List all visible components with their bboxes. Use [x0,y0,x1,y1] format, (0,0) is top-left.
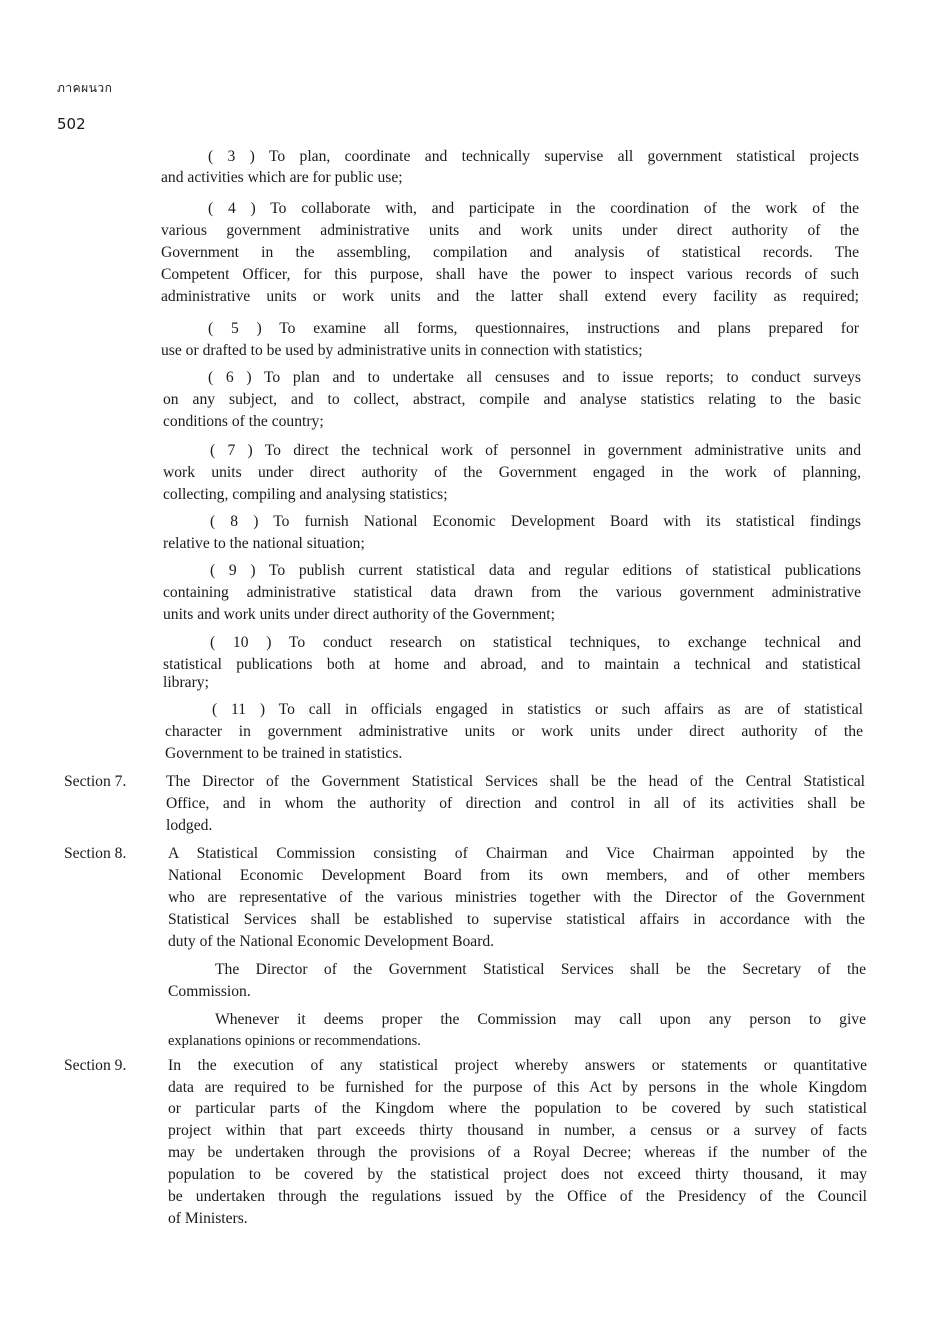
item-line: on any subject, and to collect, abstract, compile and analyse statistics relating to the basic [163,391,861,408]
section-line: Whenever it deems proper the Commission may call upon any person to give [215,1011,866,1028]
item-line: ( 11 ) To call in officials engaged in statistics or such affairs as are of statistical [212,701,863,718]
section-label: Section 8. [64,845,127,862]
running-header: ภาคผนวก [57,81,113,95]
item-line: Government to be trained in statistics. [165,745,403,762]
item-line: ( 4 ) To collaborate with, and participate in the coordination of the work of the [208,200,859,217]
item-line: ( 8 ) To furnish National Economic Development Board with its statistical findings [210,513,861,530]
item-line: ( 5 ) To examine all forms, questionnaires, instructions and plans prepared for [208,320,859,337]
item-line: character in government administrative units or work units under direct authority of the [165,723,863,740]
section-line: Commission. [168,983,251,1000]
section-line: Statistical Services shall be established to supervise statistical affairs in accordance with the [168,911,865,928]
section-line: A Statistical Commission consisting of Chairman and Vice Chairman appointed by the [168,845,865,862]
item-line: ( 6 ) To plan and to undertake all censuses and to issue reports; to conduct surveys [208,369,861,386]
section-line: In the execution of any statistical project whereby answers or statements or quantitative [168,1057,867,1074]
item-line: conditions of the country; [163,413,324,430]
item-line: ( 3 ) To plan, coordinate and technically supervise all government statistical projects [208,148,859,165]
section-line: Office, and in whom the authority of direction and control in all of its activities shall be [166,795,865,812]
section-line: lodged. [166,817,213,834]
section-label: Section 7. [64,773,127,790]
section-line: be undertaken through the regulations issued by the Office of the Presidency of the Council [168,1188,867,1205]
section-line: population to be covered by the statistical project does not exceed thirty thousand, it may [168,1166,867,1183]
item-line: administrative units or work units and the latter shall extend every facility as required; [161,288,859,305]
item-line: Competent Officer, for this purpose, shall have the power to inspect various records of such [161,266,859,283]
section-line: duty of the National Economic Development Board. [168,933,495,950]
section-line: or particular parts of the Kingdom where the population to be covered by such statistical [168,1100,867,1117]
item-line: relative to the national situation; [163,535,365,552]
item-line: units and work units under direct authority of the Government; [163,606,555,623]
item-line: collecting, compiling and analysing statistics; [163,486,448,503]
section-line: explanations opinions or recommendations. [168,1033,421,1049]
item-line: various government administrative units and work units under direct authority of the [161,222,859,239]
section-line: who are representative of the various ministries together with the Director of the Government [168,889,865,906]
section-line: data are required to be furnished for the purpose of this Act by persons in the whole Kingdom [168,1079,867,1096]
section-line: The Director of the Government Statistical Services shall be the head of the Central Statistical [166,773,865,790]
section-label: Section 9. [64,1057,127,1074]
item-line: ( 7 ) To direct the technical work of personnel in government administrative units and [210,442,861,459]
page-number: 502 [57,115,86,133]
item-line: statistical publications both at home and abroad, and to maintain a technical and statistical [163,656,861,673]
item-line: ( 9 ) To publish current statistical data and regular editions of statistical publications [210,562,861,579]
section-line: project within that part exceeds thirty thousand in number, a census or a survey of facts [168,1122,867,1139]
item-line: library; [163,674,209,691]
item-line: ( 10 ) To conduct research on statistical techniques, to exchange technical and [210,634,861,651]
section-line: The Director of the Government Statistical Services shall be the Secretary of the [215,961,866,978]
item-line: use or drafted to be used by administrative units in connection with statistics; [161,342,643,359]
item-line: Government in the assembling, compilation and analysis of statistical records. The [161,244,859,261]
section-line: may be undertaken through the provisions of a Royal Decree; whereas if the number of the [168,1144,867,1161]
item-line: work units under direct authority of the Government engaged in the work of planning, [163,464,861,481]
section-line: National Economic Development Board from its own members, and of other members [168,867,865,884]
item-line: and activities which are for public use; [161,169,403,186]
section-line: of Ministers. [168,1210,248,1227]
item-line: containing administrative statistical data drawn from the various government administrative [163,584,861,601]
